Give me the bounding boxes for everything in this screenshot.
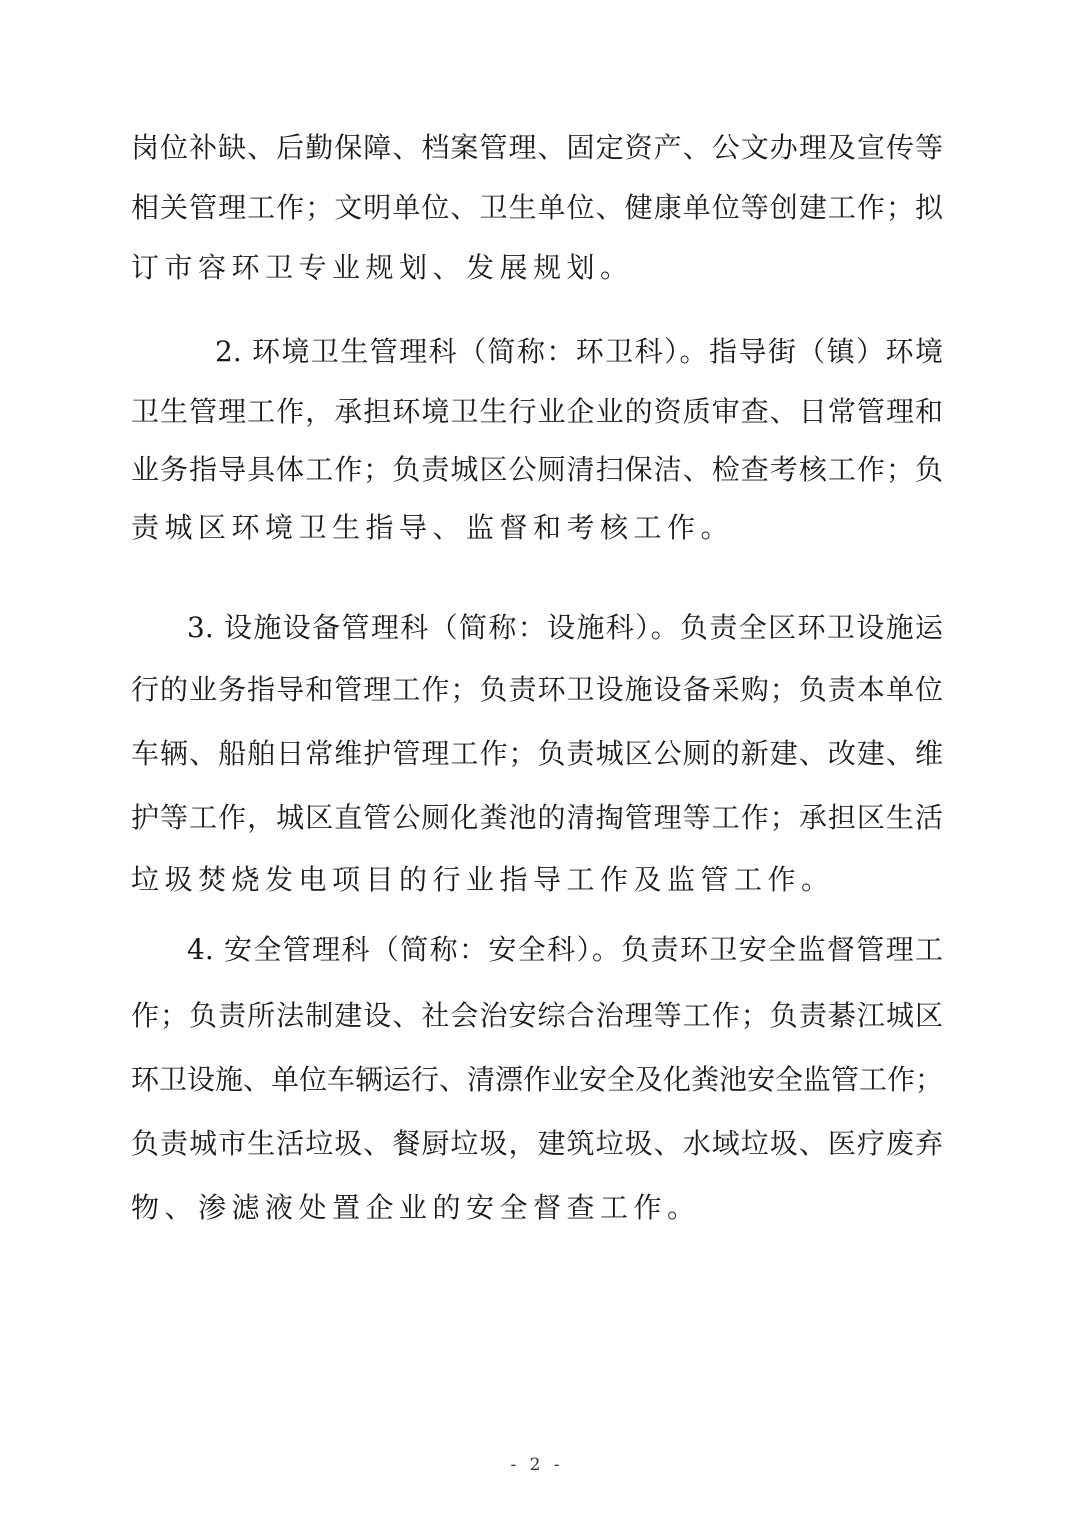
paragraph-2-line-4: 责城区环境卫生指导、监督和考核工作。 — [131, 511, 735, 544]
paragraph-4-line-4: 负责城市生活垃圾、餐厨垃圾，建筑垃圾、水域垃圾、医疗废弃 — [131, 1127, 943, 1160]
paragraph-3-line-4: 护等工作，城区直管公厕化粪池的清掏管理等工作；承担区生活 — [131, 801, 943, 834]
paragraph-3-line-1: 3. 设施设备管理科（简称：设施科）。负责全区环卫设施运 — [187, 611, 943, 644]
paragraph-1-line-1: 岗位补缺、后勤保障、档案管理、固定资产、公文办理及宣传等 — [131, 131, 943, 164]
paragraph-4-line-2: 作；负责所法制建设、社会治安综合治理等工作；负责綦江城区 — [131, 999, 943, 1032]
paragraph-1-line-3: 订市容环卫专业规划、发展规划。 — [131, 251, 634, 284]
page-number: - 2 - — [510, 1455, 564, 1475]
paragraph-4-line-3: 环卫设施、单位车辆运行、清漂作业安全及化粪池安全监管工作； — [131, 1063, 944, 1096]
paragraph-4-line-5: 物、渗滤液处置企业的安全督查工作。 — [131, 1191, 701, 1224]
paragraph-4-line-1: 4. 安全管理科（简称：安全科）。负责环卫安全监督管理工 — [187, 933, 943, 966]
paragraph-1-line-2: 相关管理工作；文明单位、卫生单位、健康单位等创建工作；拟 — [131, 191, 943, 224]
paragraph-2-line-3: 业务指导具体工作；负责城区公厕清扫保洁、检查考核工作；负 — [131, 453, 943, 486]
paragraph-3-line-5: 垃圾焚烧发电项目的行业指导工作及监管工作。 — [131, 863, 835, 896]
paragraph-2-line-1: 2. 环境卫生管理科（简称：环卫科）。指导街（镇）环境 — [215, 335, 943, 368]
paragraph-3-line-2: 行的业务指导和管理工作；负责环卫设施设备采购；负责本单位 — [131, 673, 943, 706]
paragraph-2-line-2: 卫生管理工作，承担环境卫生行业企业的资质审查、日常管理和 — [131, 395, 943, 428]
paragraph-3-line-3: 车辆、船舶日常维护管理工作；负责城区公厕的新建、改建、维 — [131, 737, 943, 770]
